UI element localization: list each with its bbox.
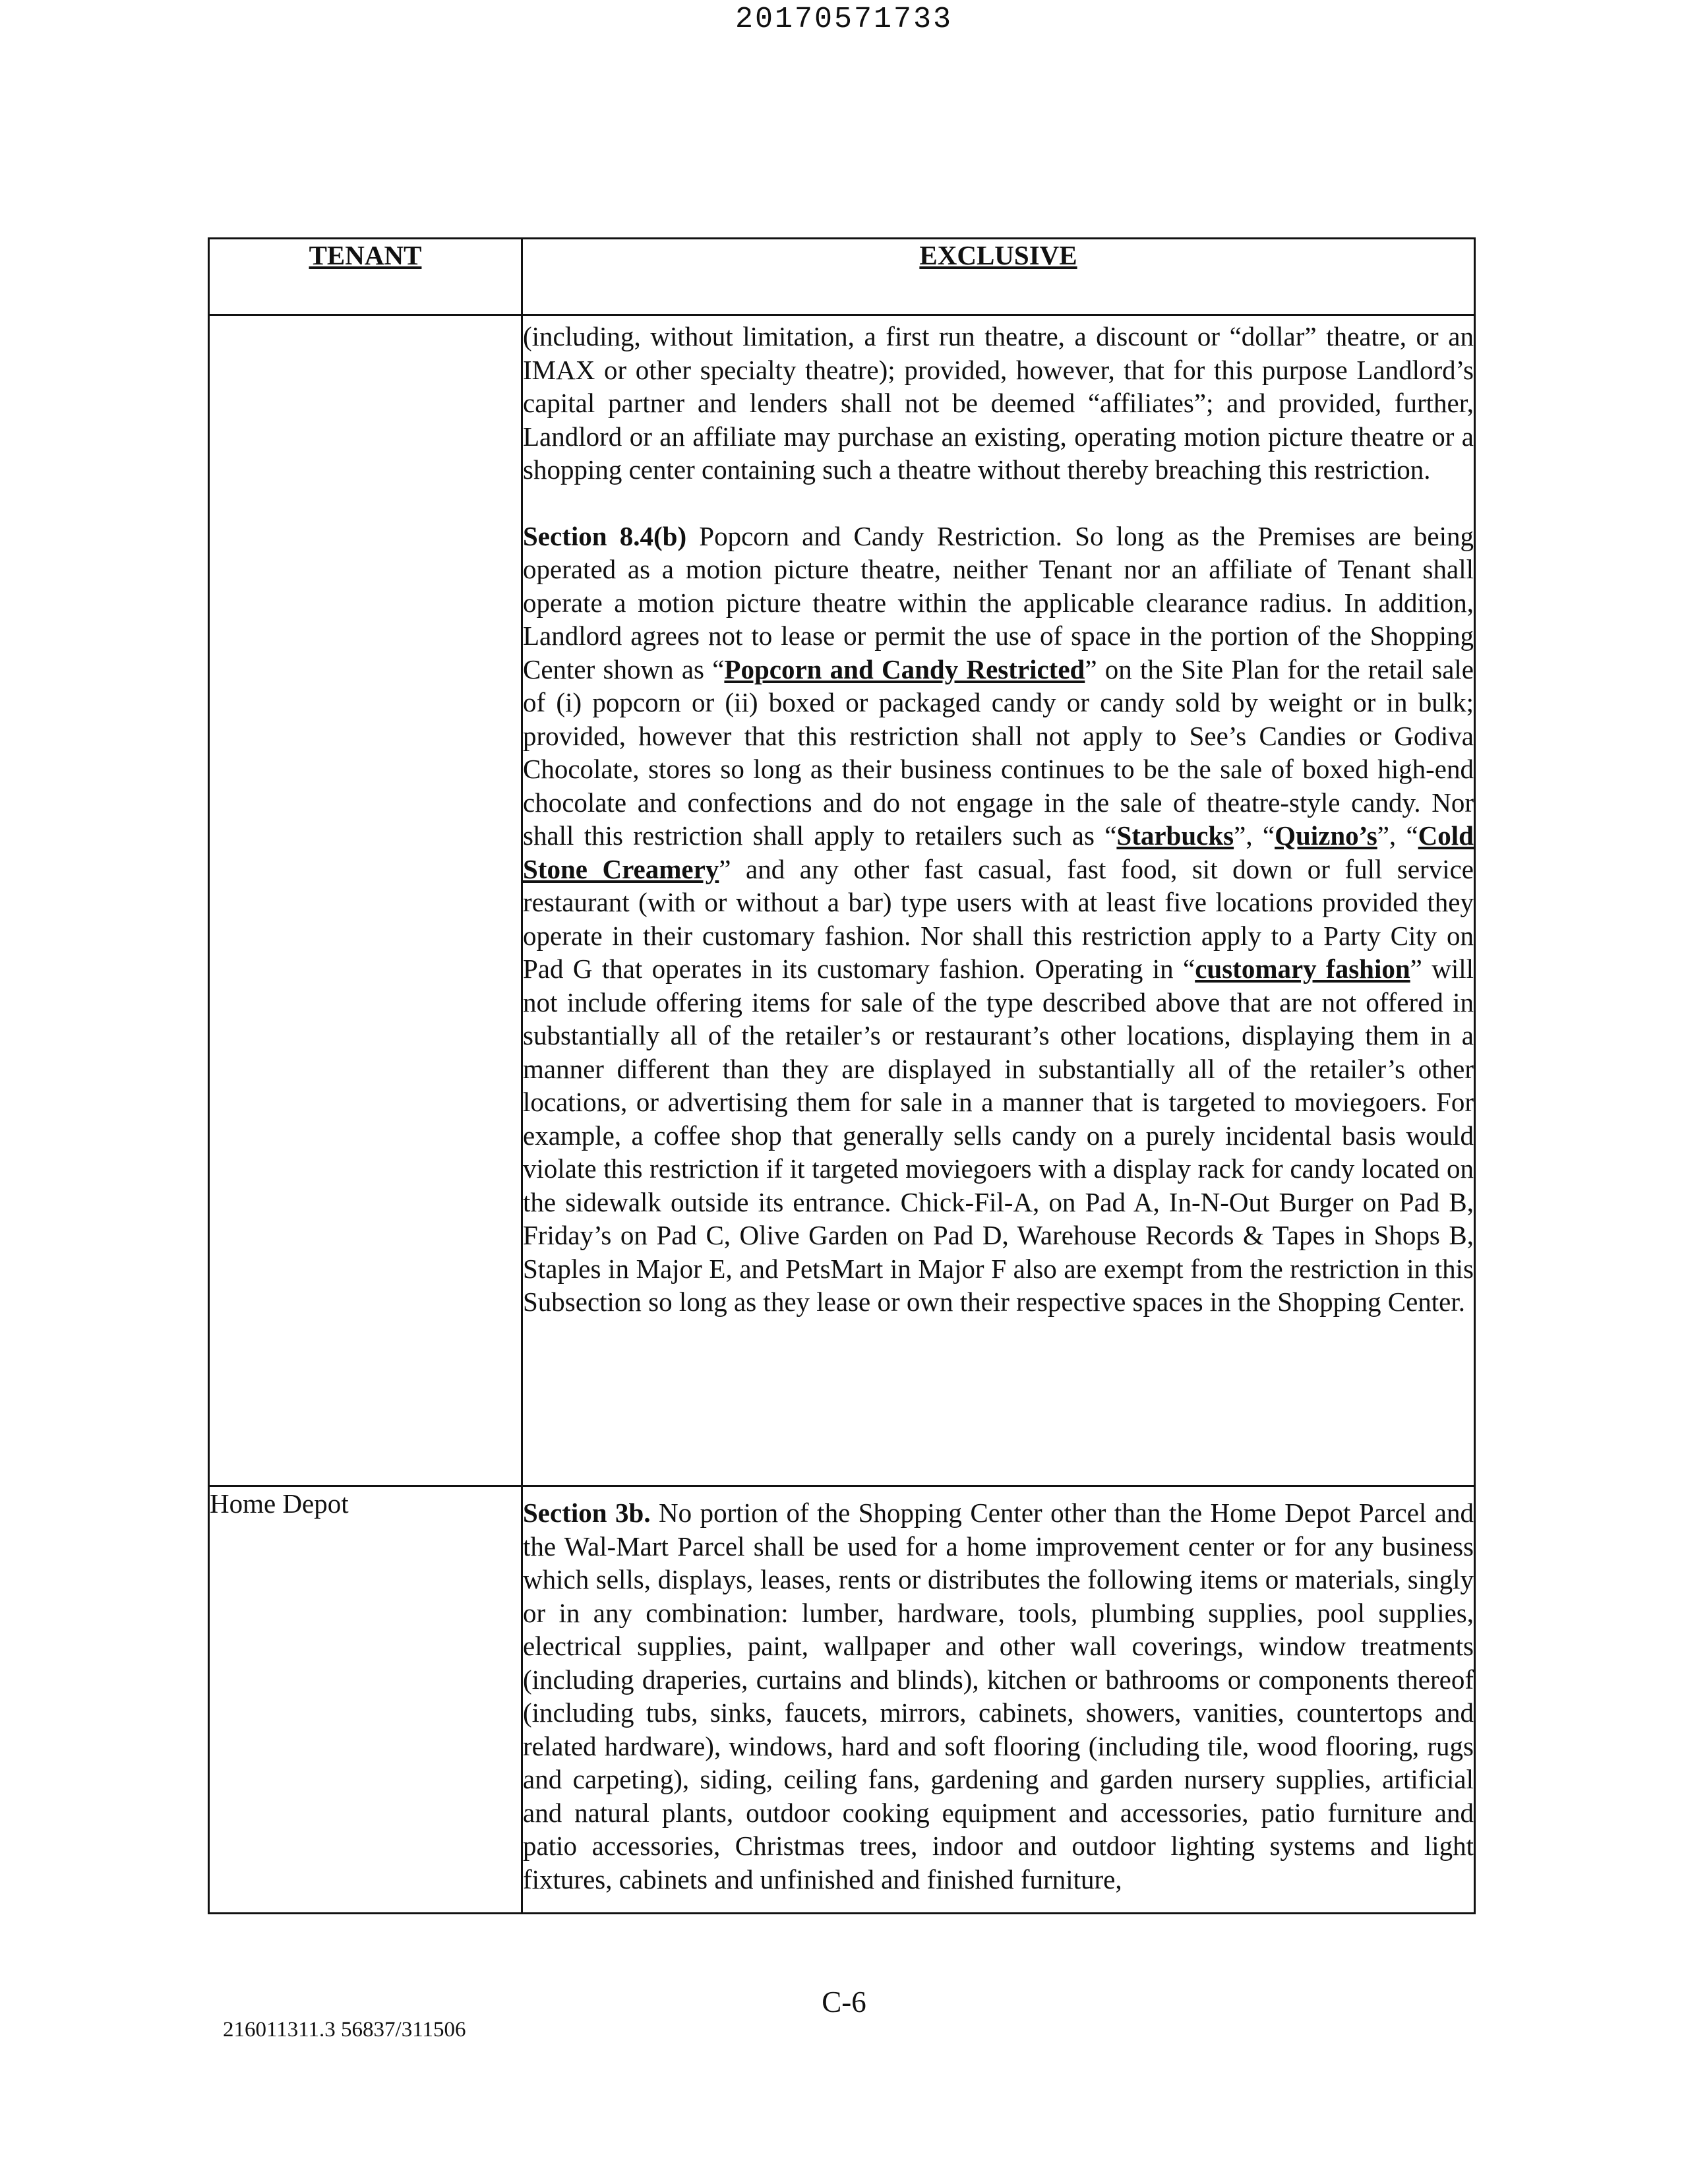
exclusive-cell <box>522 1486 1475 1914</box>
cell-content <box>523 1487 1474 1905</box>
paragraph-text: ”, “ <box>1234 820 1275 851</box>
section-heading: Section 3b. <box>523 1498 651 1528</box>
defined-term: customary fashion <box>1195 954 1410 984</box>
paragraph-text: ” and any other fast casual, fast food, sit down or full service restaurant (with or without a bar) type users with at least five locations provided they operate in their customary fashion. Nor shall this restriction apply to a Party City on Pad G that operates in its customary fashion. Operating in “ <box>523 853 1474 984</box>
section-3b-paragraph <box>523 1487 1474 1896</box>
defined-term: Cold Stone Creamery <box>523 820 1474 884</box>
header-tenant: TENANT <box>209 239 522 315</box>
header-exclusive: EXCLUSIVE <box>522 239 1475 315</box>
tenant-cell <box>209 315 522 1486</box>
paragraph-text: ”, “ <box>1377 820 1418 851</box>
continuation-paragraph: (including, without limitation, a first run theatre, a discount or “dollar” theatre, or an IMAX or other specialty theatre); provided, however, that for this purpose Landlord’s capital partner and lenders shall not be deemed “affiliates”; and provided, further, Landlord or an affiliate may purchase an existing, operating motion picture theatre or a shopping center containing such a theatre without thereby breaching this restriction. <box>523 321 1474 485</box>
document-reference: 216011311.3 56837/311506 <box>223 2018 466 2042</box>
defined-term: Starbucks <box>1116 820 1234 851</box>
section-8-4b-paragraph <box>523 520 1474 1332</box>
table-header-row <box>209 239 1475 315</box>
tenant-cell: Home Depot <box>209 1486 522 1914</box>
paragraph-text: No portion of the Shopping Center other than the Home Depot Parcel and the Wal-Mart Parcel shall be used for a home improvement center or for any business which sells, displays, leases, rents or distributes the following items or materials, singly or in any combination: lumber, hardware, tools, plumbing supplies, pool supplies, electrical supplies, paint, wallpaper and other wall coverings, window treatments (including draperies, curtains and blinds), kitchen or bathrooms or components thereof (including tubs, sinks, faucets, mirrors, cabinets, showers, vanities, countertops and related hardware), windows, hard and soft flooring (including tile, wood flooring, rugs and carpeting), siding, ceiling fans, gardening and garden nursery supplies, artificial and natural plants, outdoor cooking equipment and accessories, patio furniture and patio accessories, Christmas trees, indoor and outdoor lighting systems and light fixtures, cabinets and unfinished and finished furniture, <box>523 1498 1474 1895</box>
exclusives-table <box>208 237 1476 1914</box>
page-number: C-6 <box>822 1986 866 2018</box>
table-row <box>209 1486 1475 1914</box>
exclusive-cell <box>522 315 1475 1486</box>
section-heading: Section 8.4(b) <box>523 520 687 551</box>
table-row <box>209 315 1475 1486</box>
paragraph-text: ” on the Site Plan for the retail sale of (i) popcorn or (ii) boxed or packaged candy or candy sold by weight or in bulk; provided, however that this restriction shall not apply to See’s Candies or Godiva Chocolate, stores so long as their business continues to be the sale of boxed high-end chocolate and confections and do not engage in the sale of theatre-style candy. Nor shall this restriction shall apply to retailers such as “ <box>523 653 1474 851</box>
document-number: 20170571733 <box>735 3 953 36</box>
defined-term: Quizno’s <box>1275 820 1377 851</box>
defined-term: Popcorn and Candy Restricted <box>724 653 1085 684</box>
paragraph-text: ” will not include offering items for sale of the type described above that are not offered in substantially all of the retailer’s or restaurant’s other locations, displaying them in a manner different than they are displayed in substantially all of the retailer’s other locations, or advertising them for sale in a manner that is targeted to moviegoers. For example, a coffee shop that generally sells candy on a purely incidental basis would violate this restriction if it targeted moviegoers with a display rack for candy located on the sidewalk outside its entrance. Chick-Fil-A, on Pad A, In-N-Out Burger on Pad B, Friday’s on Pad C, Olive Garden on Pad D, Warehouse Records & Tapes in Shops B, Staples in Major E, and PetsMart in Major F also are exempt from the restriction in this Subsection so long as they lease or own their respective spaces in the Shopping Center. <box>523 954 1474 1317</box>
paragraph-text: Popcorn and Candy Restriction. So long as the Premises are being operated as a motion picture theatre, neither Tenant nor an affiliate of Tenant shall operate a motion picture theatre within the applicable clearance radius. In addition, Landlord agrees not to lease or permit the use of space in the portion of the Shopping Center shown as “ <box>523 520 1474 684</box>
